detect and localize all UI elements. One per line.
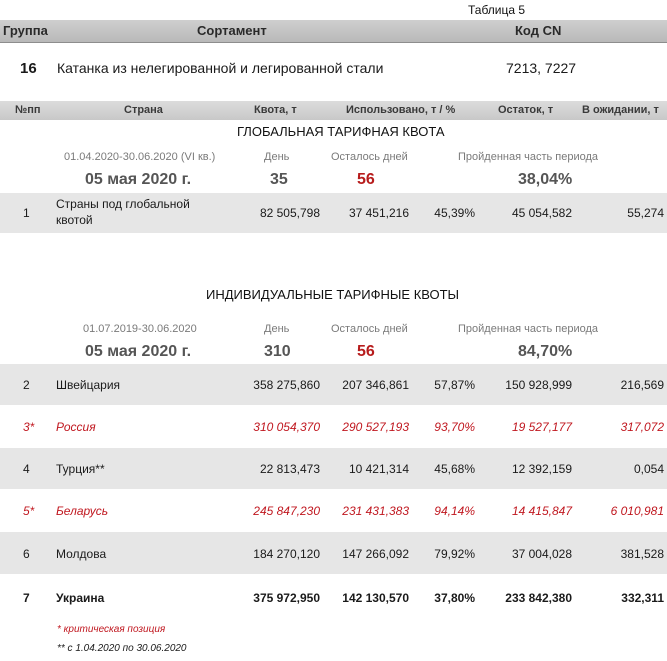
table-row — [0, 364, 667, 405]
row-used: 290 527,193 — [342, 420, 409, 434]
row-quota: 22 813,473 — [259, 462, 320, 476]
individual-period: 01.07.2019-30.06.2020 — [83, 323, 197, 335]
row-quota: 375 972,950 — [253, 591, 320, 605]
row-rest: 14 415,847 — [511, 504, 572, 518]
row-pending: 216,569 — [620, 378, 664, 392]
row-pending: 55,274 — [627, 206, 664, 220]
row-number: 5* — [23, 504, 35, 518]
table-row — [0, 575, 667, 617]
footnote-critical: * критическая позиция — [57, 624, 166, 635]
row-rest: 12 392,159 — [511, 462, 572, 476]
group-cn-code: 7213, 7227 — [506, 60, 577, 76]
group-number: 16 — [20, 60, 37, 77]
row-used: 231 431,383 — [342, 504, 409, 518]
header-cn-code: Код CN — [515, 23, 562, 38]
row-number: 2 — [23, 378, 30, 392]
row-country: Швейцария — [56, 378, 121, 392]
row-used: 207 346,861 — [342, 378, 409, 392]
row-quota: 82 505,798 — [259, 206, 320, 220]
col-rest: Остаток, т — [498, 104, 554, 116]
row-used-percent: 79,92% — [434, 547, 475, 561]
row-number: 3* — [23, 420, 35, 434]
row-quota: 310 054,370 — [253, 420, 320, 434]
row-country: Молдова — [56, 547, 107, 561]
row-used-percent: 37,80% — [434, 591, 475, 605]
column-header-bar — [0, 101, 667, 120]
row-quota: 358 275,860 — [253, 378, 320, 392]
row-number: 4 — [23, 462, 30, 476]
global-progress-label: Пройденная часть периода — [458, 151, 599, 163]
row-pending: 332,311 — [621, 591, 664, 605]
global-day: 35 — [270, 171, 288, 188]
table-row — [0, 193, 667, 233]
row-pending: 317,072 — [620, 420, 664, 434]
row-quota: 184 270,120 — [253, 547, 320, 561]
global-day-label: День — [264, 151, 290, 163]
individual-days-left: 56 — [357, 343, 375, 360]
row-used-percent: 45,68% — [434, 462, 475, 476]
row-used: 10 421,314 — [348, 462, 409, 476]
row-number: 1 — [23, 206, 30, 220]
header-assortment: Сортамент — [197, 23, 267, 38]
individual-progress: 84,70% — [518, 343, 573, 360]
table-header-bar — [0, 20, 667, 43]
row-rest: 45 054,582 — [511, 206, 572, 220]
row-rest: 233 842,380 — [505, 591, 572, 605]
individual-days-left-label: Осталось дней — [331, 323, 408, 335]
row-used: 37 451,216 — [348, 206, 409, 220]
table-row — [0, 490, 667, 531]
row-country: Страны под глобальной квотой — [56, 197, 190, 227]
row-used-percent: 45,39% — [434, 206, 475, 220]
individual-progress-label: Пройденная часть периода — [458, 323, 599, 335]
row-used: 142 130,570 — [342, 591, 409, 605]
group-name: Катанка из нелегированной и легированной стали — [57, 60, 384, 76]
individual-day-label: День — [264, 323, 290, 335]
row-pending: 381,528 — [620, 547, 664, 561]
col-pending: В ожидании, т — [582, 104, 659, 116]
table-number: Таблица 5 — [468, 3, 526, 17]
row-country: Турция** — [56, 462, 105, 476]
col-number: №пп — [15, 104, 41, 116]
row-quota: 245 847,230 — [253, 504, 320, 518]
table-row — [0, 532, 667, 574]
row-country: Россия — [56, 420, 96, 434]
row-number: 6 — [23, 547, 30, 561]
footnote-turkey: ** с 1.04.2020 по 30.06.2020 — [57, 643, 187, 654]
individual-day: 310 — [264, 343, 291, 360]
global-quota-title: ГЛОБАЛЬНАЯ ТАРИФНАЯ КВОТА — [237, 124, 445, 139]
row-used-percent: 57,87% — [434, 378, 475, 392]
individual-quota-title: ИНДИВИДУАЛЬНЫЕ ТАРИФНЫЕ КВОТЫ — [206, 287, 460, 302]
row-used: 147 266,092 — [342, 547, 409, 561]
col-used: Использовано, т / % — [346, 104, 456, 116]
col-quota: Квота, т — [254, 104, 297, 116]
row-number: 7 — [23, 591, 30, 605]
global-days-left-label: Осталось дней — [331, 151, 408, 163]
table-row — [0, 448, 667, 489]
global-progress: 38,04% — [518, 171, 573, 188]
global-period: 01.04.2020-30.06.2020 (VI кв.) — [64, 151, 216, 163]
global-days-left: 56 — [357, 171, 375, 188]
row-rest: 19 527,177 — [511, 420, 572, 434]
row-rest: 150 928,999 — [505, 378, 572, 392]
row-used-percent: 94,14% — [434, 504, 475, 518]
header-group: Группа — [3, 23, 48, 38]
row-pending: 0,054 — [633, 462, 664, 476]
global-date: 05 мая 2020 г. — [85, 171, 192, 188]
row-used-percent: 93,70% — [434, 420, 475, 434]
row-country: Украина — [56, 591, 105, 605]
table-row — [0, 406, 667, 447]
row-rest: 37 004,028 — [511, 547, 572, 561]
col-country: Страна — [124, 104, 163, 116]
individual-date: 05 мая 2020 г. — [85, 343, 192, 360]
row-country: Беларусь — [56, 504, 109, 518]
row-pending: 6 010,981 — [610, 504, 664, 518]
